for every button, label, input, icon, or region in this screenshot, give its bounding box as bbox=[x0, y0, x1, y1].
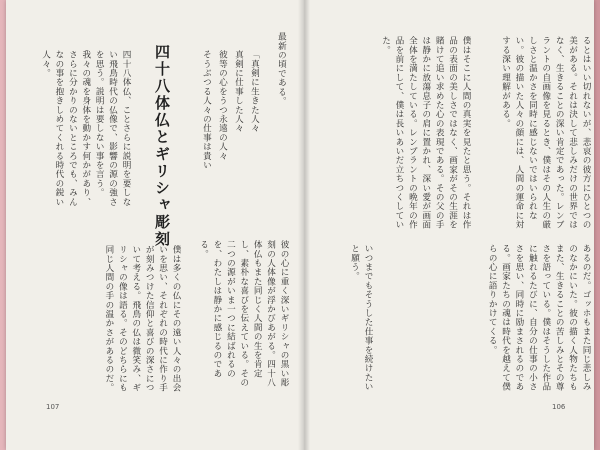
left-page-lower-text: 彼の心に重く深いギリシャの黒い彫刻の人体像が浮かびあがる。四十八体仏もまた同じく人間の生を肯定し、素朴な喜びを伝えている。その二つの源がいま一つに結ばれるのを、わたしは静かに感じるのである。 bbox=[198, 240, 289, 388]
left-page-upper-text: 四十八体仏、ことさらに説明を要しない飛鳥時代の仏像で、影響の源の強さを思う。説明は要しない事を言う。我々の魂を身体を動かす何かがあり、さらに分かりのないところでも、みんなの事を抱きしめてくれる時代の鋭い人々。 bbox=[40, 50, 131, 207]
left-page-poem-line: 「真剣に生きた人々 bbox=[249, 50, 260, 133]
right-page-number: 106 bbox=[552, 403, 566, 411]
left-page-poem-line: 彼等の心をうつ永遠の人々 bbox=[217, 50, 228, 161]
right-page-bottom-text: いつまでもそうした仕事を続けたいと願う。 bbox=[349, 244, 373, 392]
right-page-lower-text: あるのだ。ゴッホもまた同じ悲しみのなかにいた。彼の描く人物たちもまた、生きることの苦しみとその尊さを語っている。僕はそうした作品に触れるたびに、自分の仕事の小ささを思い、同時に励まされるのである。画家たちの魂は時代を越えて僕らの心に語りかけてくる。 bbox=[487, 244, 591, 392]
left-page bbox=[12, 0, 302, 450]
left-page-top-line: 最新の頃である。 bbox=[276, 32, 287, 106]
right-page bbox=[306, 0, 600, 450]
open-book bbox=[6, 0, 594, 450]
chapter-heading: 四十八体仏とギリシャ彫刻 bbox=[153, 44, 171, 248]
left-page-bottom-text: 僕は多くの仏にその遠い人々の出会いを思い、それぞれの時代に作り手が刻みつけた信仰と喜びの深さについて考える。飛鳥の仏は微笑み、ギリシャの像は語る。そのどちらにも同じ人間の手の温かさがあるのだ。 bbox=[103, 245, 181, 393]
right-page-middle-text: 僕はそこに人間の真実を見たと思う。それは作品の表面の美しさではなく、画家がその生涯を賭けて追い求めた心の表現である。その父の手は静かに放蕩息子の肩に置かれ、深い愛が画面全体を満たしている。レンブラントの晩年の作品を前にして、僕は長いあいだ立ちつくしていた。 bbox=[380, 36, 471, 230]
right-page-upper-text: るとはいい切れないが、悲哀の彼方にひとつの美がある。それは決して悲しみだけの世界ではなく、生きることの深い肯定であった。レンブラントの自画像を見るとき、僕はその人生の厳しさと温かさを同時に感じないではいられない。彼の描いた人々の顔には、人間の運命に対する深い理解がある。 bbox=[500, 36, 591, 230]
left-page-poem-line: 真剣に仕事した人々 bbox=[233, 50, 244, 133]
left-page-number: 107 bbox=[46, 403, 60, 411]
left-page-poem-line: そうぶつる人々の仕事は貴い bbox=[201, 50, 212, 170]
